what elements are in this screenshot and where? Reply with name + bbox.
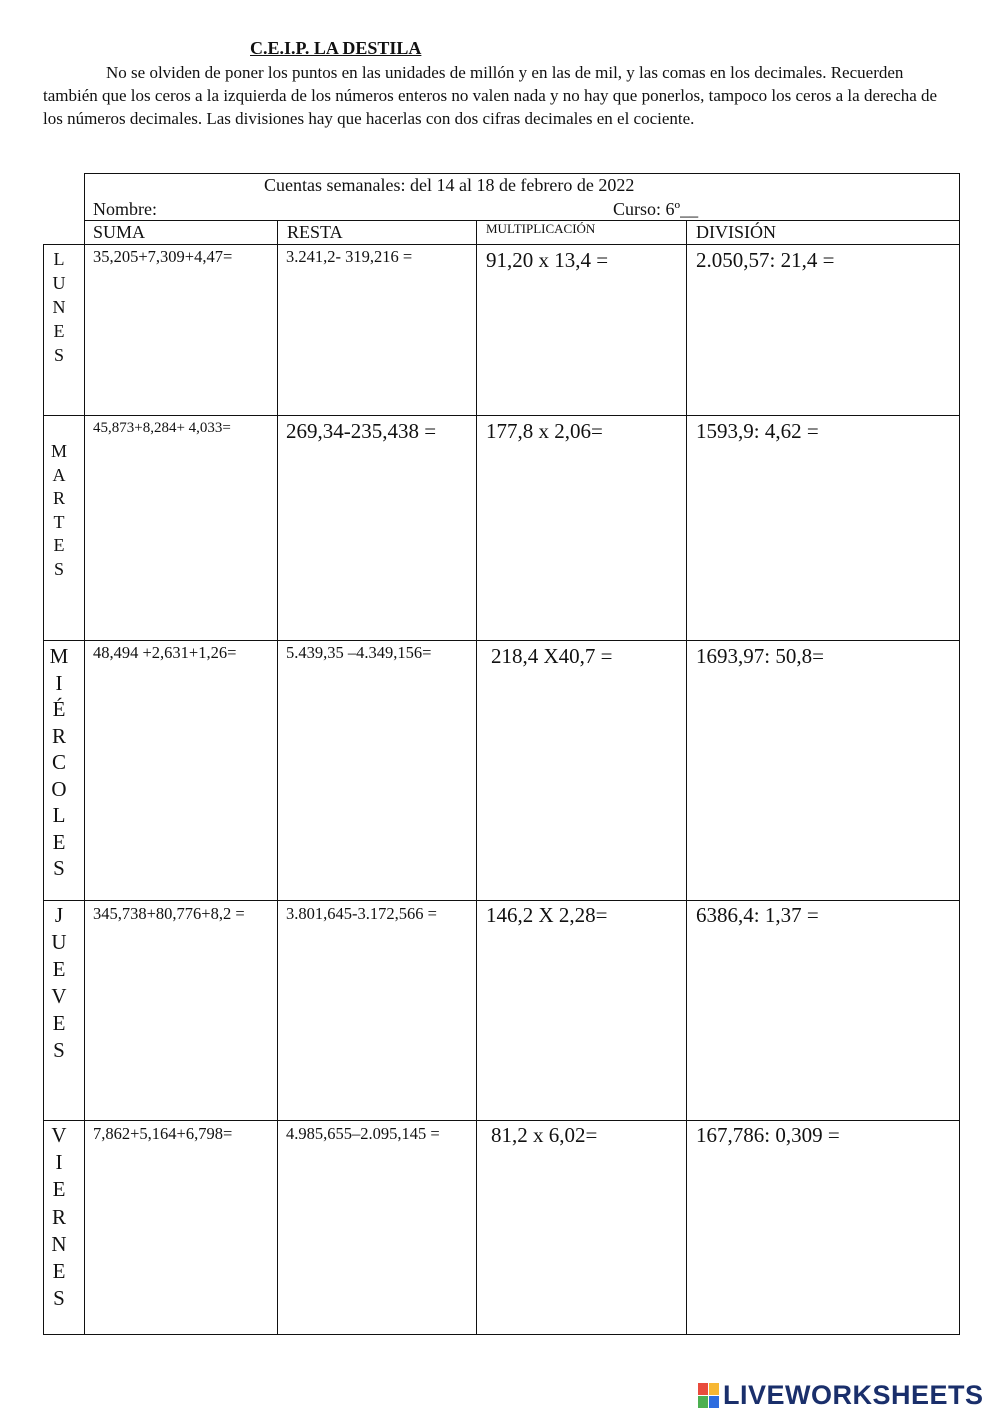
lunes-resta: 3.241,2- 319,216 = <box>286 247 413 266</box>
instructions-text: No se olviden de poner los puntos en las unidades de millón y en las de mil, y las comas en los decimales. Recuerden también que los ceros a la izquierda de los números enteros no valen nada y no hay que ponerlos, tampoco los ceros a la derecha de los números decimales. Las divisiones hay que hacerlas con dos cifras decimales en el cociente. <box>43 63 938 128</box>
viernes-division: 167,786: 0,309 = <box>696 1123 840 1147</box>
jueves-resta: 3.801,645-3.172,566 = <box>286 904 437 923</box>
viernes-multiplicacion: 81,2 x 6,02= <box>491 1123 598 1147</box>
viernes-resta: 4.985,655–2.095,145 = <box>286 1124 440 1143</box>
day-label-jueves: J U E V E S <box>51 903 67 1062</box>
column-header-division: DIVISIÓN <box>696 222 776 242</box>
martes-resta: 269,34-235,438 = <box>286 419 437 443</box>
column-header-resta: RESTA <box>287 222 343 242</box>
jueves-suma: 345,738+80,776+8,2 = <box>93 904 245 923</box>
viernes-suma: 7,862+5,164+6,798= <box>93 1124 233 1143</box>
day-label-miercoles: M I É R C O L E S <box>49 644 69 880</box>
liveworksheets-logo-icon <box>698 1382 720 1408</box>
martes-suma: 45,873+8,284+ 4,033= <box>93 420 231 436</box>
miercoles-resta: 5.439,35 –4.349,156= <box>286 643 432 662</box>
martes-division: 1593,9: 4,62 = <box>696 419 819 443</box>
miercoles-division: 1693,97: 50,8= <box>696 644 824 668</box>
day-label-viernes: V I E R N E S <box>51 1123 67 1311</box>
lunes-suma: 35,205+7,309+4,47= <box>93 247 233 266</box>
miercoles-multiplicacion: 218,4 X40,7 = <box>491 644 613 668</box>
table-title: Cuentas semanales: del 14 al 18 de febrero de 2022 <box>264 175 635 195</box>
column-header-suma: SUMA <box>93 222 146 242</box>
liveworksheets-logo[interactable] <box>698 1378 984 1412</box>
day-label-martes: M A R T E S <box>50 441 67 579</box>
column-header-multiplicacion: MULTIPLICACIÓN <box>486 221 596 236</box>
martes-multiplicacion: 177,8 x 2,06= <box>486 419 603 443</box>
lunes-division: 2.050,57: 21,4 = <box>696 248 835 272</box>
lunes-multiplicacion: 91,20 x 13,4 = <box>486 248 609 272</box>
nombre-label: Nombre: <box>93 199 157 219</box>
jueves-multiplicacion: 146,2 X 2,28= <box>486 903 608 927</box>
liveworksheets-logo-text: LIVEWORKSHEETS <box>723 1379 984 1410</box>
jueves-division: 6386,4: 1,37 = <box>696 903 819 927</box>
school-title: C.E.I.P. LA DESTILA <box>250 38 422 58</box>
day-label-lunes: L U N E S <box>52 249 66 365</box>
miercoles-suma: 48,494 +2,631+1,26= <box>93 643 237 662</box>
curso-label: Curso: 6º__ <box>613 199 699 219</box>
